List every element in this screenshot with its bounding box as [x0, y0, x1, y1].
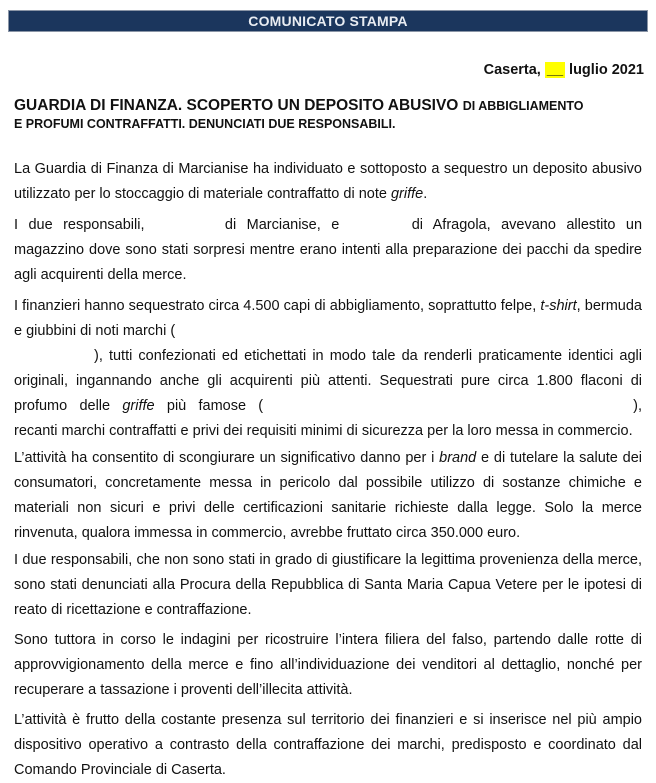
date-month-year: luglio 2021: [569, 62, 644, 78]
p3-text-a: I finanzieri hanno sequestrato circa 4.500 capi di abbigliamento, soprattutto felpe,: [14, 298, 537, 314]
paragraph-6: Sono tuttora in corso le indagini per ricostruire l’intera filiera del falso, partendo dalle rotte di approvvigionamento della merce e fino all’individuazione dei venditori al dettaglio, nonché per recuperare a tassazione i proventi dell’illecita attività.: [14, 632, 642, 698]
p2-text-c: di Afragola, avevano allestito un magazzino dove sono stati sorpresi mentre erano intenti alla preparazione dei pacchi da spedire agli acquirenti della merce.: [14, 217, 643, 283]
paragraph-4: [14, 446, 642, 546]
headline: [14, 97, 646, 133]
paragraph-7: L’attività è frutto della costante presenza sul territorio dei finanzieri e si inserisce nel più ampio dispositivo operativo a contrasto della contraffazione dei marchi, predisposto e coordinato dal Comando Provinciale di Caserta.: [14, 712, 642, 778]
p3-italic-1: t-shirt: [540, 298, 577, 314]
headline-sub-2: E PROFUMI CONTRAFFATTI. DENUNCIATI DUE RESPONSABILI.: [14, 117, 396, 131]
paragraph-5: I due responsabili, che non sono stati in grado di giustificare la legittima provenienza della merce, sono stati denunciati alla Procura della Repubblica di Santa Maria Capua Vetere per le ipotesi di reato di ricettazione e contraffazione.: [14, 552, 642, 618]
p1-text: La Guardia di Finanza di Marcianise ha individuato e sottoposto a sequestro un deposito abusivo utilizzato per lo stoccaggio di materiale contraffatto di note: [14, 161, 642, 202]
p3-text-b: , bermuda e giubbini di noti marchi (: [14, 298, 642, 339]
p2-text-a: I due responsabili,: [14, 217, 145, 233]
p3-text-f: recanti marchi contraffatti e privi dei requisiti minimi di sicurezza per la loro messa in commercio.: [14, 423, 633, 439]
paragraph-1: [14, 157, 642, 207]
headline-main: GUARDIA DI FINANZA. SCOPERTO UN DEPOSITO ABUSIVO: [14, 97, 459, 114]
p3-italic-2: griffe: [122, 398, 155, 414]
p4-text-b: e di tutelare la salute dei consumatori, concretamente messa in pericolo dal possibile utilizzo di sostanze chimiche e materiali non sicuri e privi delle certificazioni sanitarie richieste dalla legge. Solo la merce rinvenuta, qualora immessa in commercio, avrebbe fruttato circa 350.000 euro.: [14, 450, 643, 541]
p3-text-e: ),: [633, 398, 642, 414]
p4-italic: brand: [439, 450, 477, 466]
date-city: Caserta,: [483, 62, 541, 78]
p1-italic: griffe: [390, 186, 424, 202]
paragraph-2: [14, 213, 642, 288]
p4-text-a: L’attività ha consentito di scongiurare un significativo danno per i: [14, 450, 435, 466]
headline-sub-1: DI ABBIGLIAMENTO: [462, 99, 584, 113]
p3-text-d: più famose (: [166, 398, 264, 414]
p3-text-c: ), tutti confezionati ed etichettati in modo tale da renderli praticamente identici agli originali, ingannando anche gli acquirenti più attenti. Sequestrati pure circa 1.800 flaconi di profumo delle: [14, 348, 642, 414]
header-title: COMUNICATO STAMPA: [248, 13, 408, 29]
date-line: [484, 62, 644, 78]
p2-text-b: di Marcianise, e: [224, 217, 340, 233]
paragraph-3: [14, 294, 642, 444]
p1-end: .: [423, 186, 428, 202]
date-blank-highlight: __: [546, 62, 564, 78]
